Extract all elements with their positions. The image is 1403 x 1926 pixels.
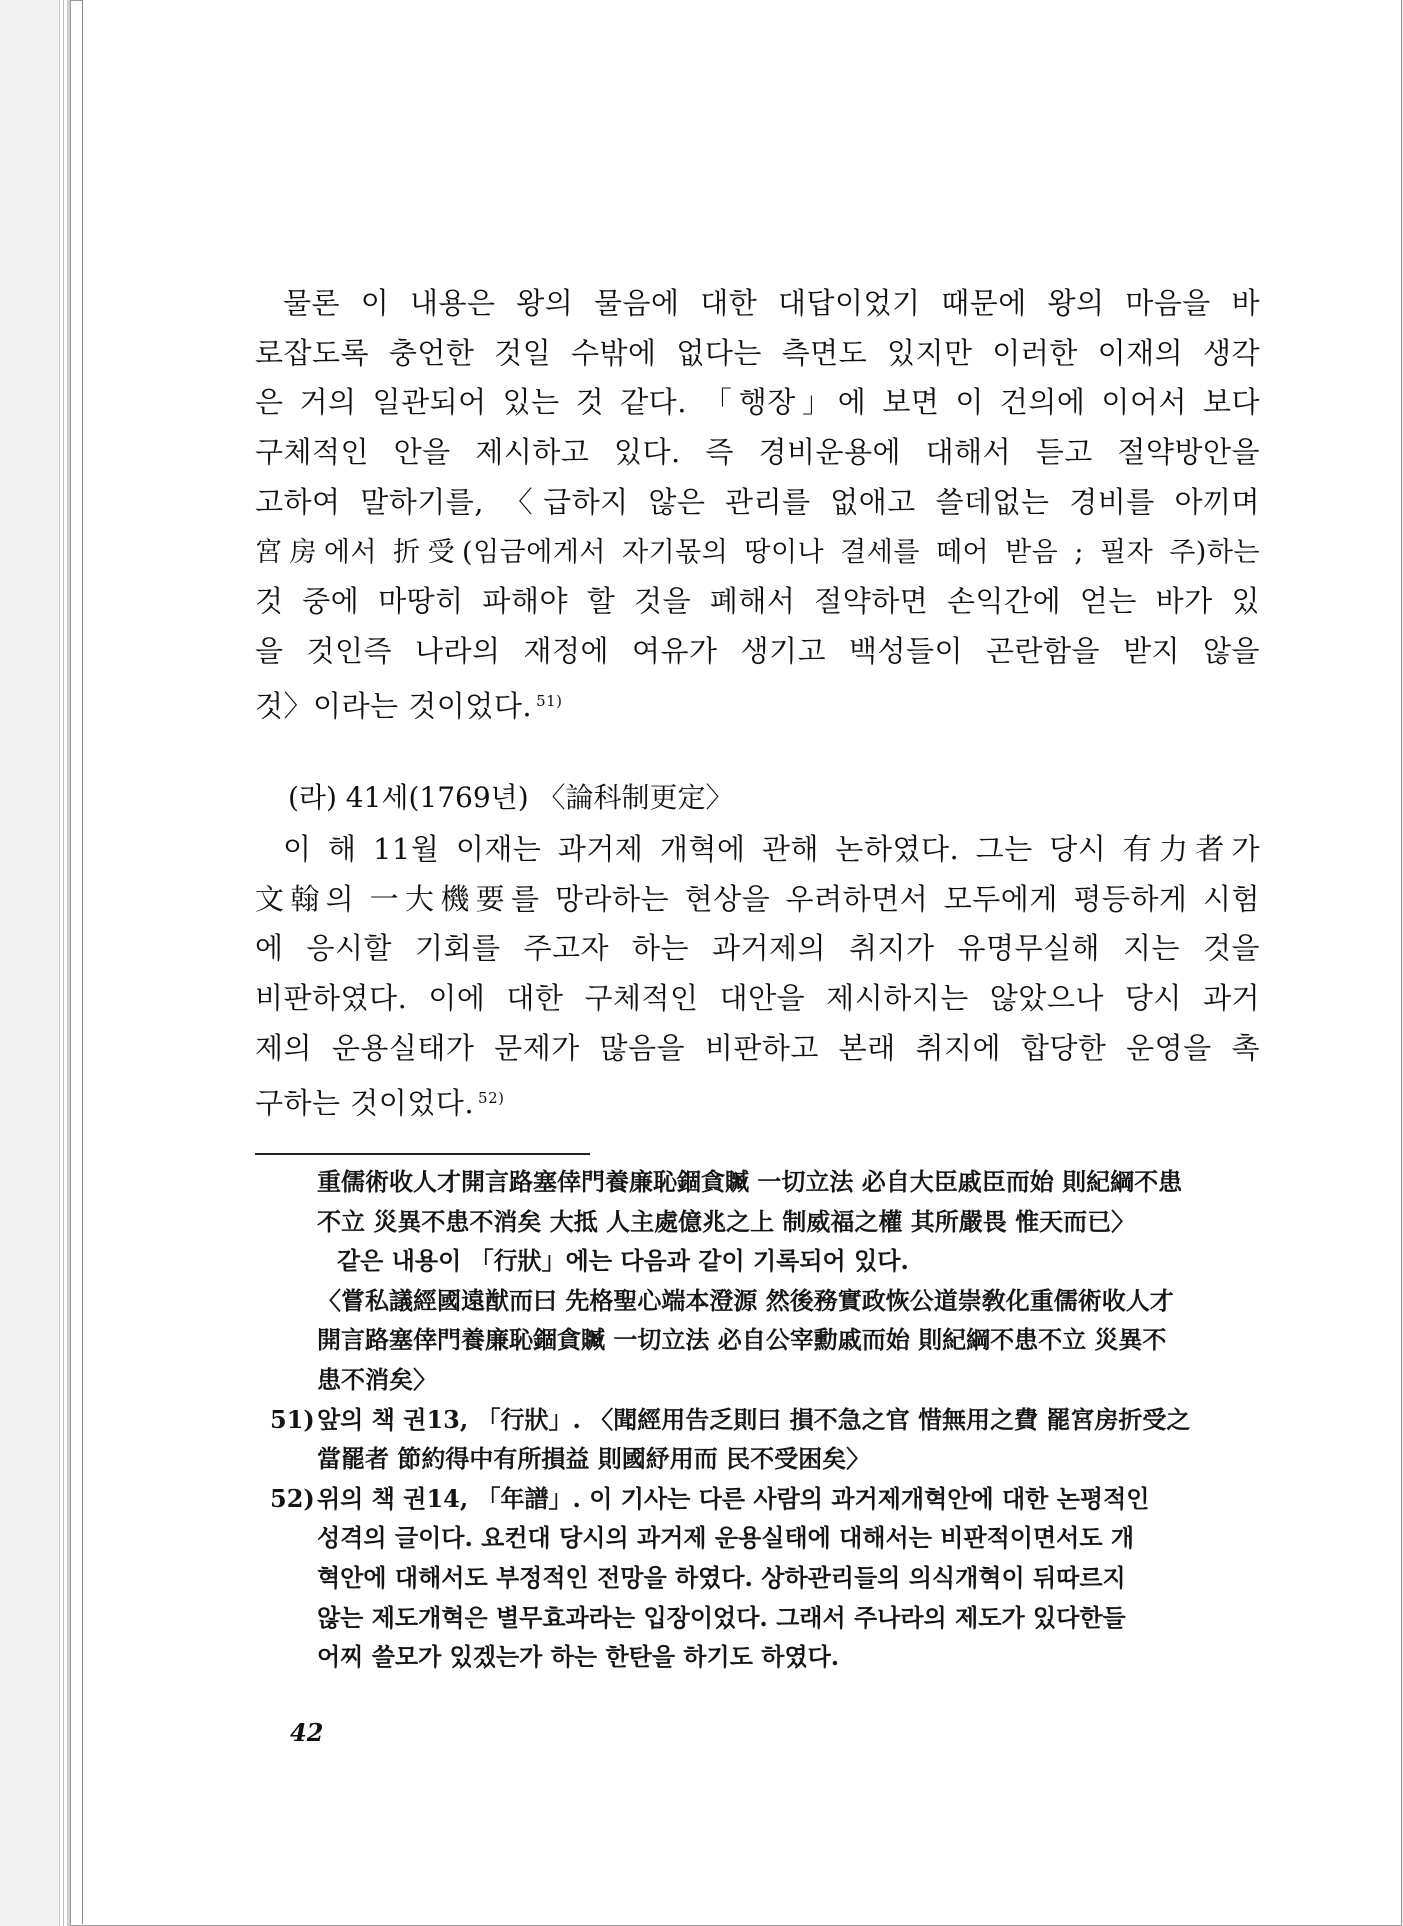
text-line-content: 구하는 것이었다. xyxy=(255,1085,475,1120)
footnote-line: 不立 災異不患不消矣 大抵 人主處億兆之上 制威福之權 其所嚴畏 惟天而已〉 xyxy=(317,1206,1136,1236)
footnote-51 xyxy=(270,1400,1260,1440)
footnote-line: 성격의 글이다. 요컨대 당시의 과거제 운용실태에 대해서는 비판적이면서도 개 xyxy=(317,1523,1135,1553)
text-line-last xyxy=(255,1074,1260,1129)
body-paragraph-1 xyxy=(255,279,1260,731)
section-heading: (라) 41세(1769년) 〈論科制更定〉 xyxy=(288,781,734,814)
footnote-divider xyxy=(255,1153,590,1155)
text-line: 것 중에 마땅히 파해야 할 것을 폐해서 절약하면 손익간에 얻는 바가 있 xyxy=(255,584,1260,619)
text-line: 제의 운용실태가 문제가 많음을 비판하고 본래 취지에 합당한 운영을 촉 xyxy=(255,1030,1260,1065)
footnote-line: 위의 책 권14, 「年譜」. 이 기사는 다른 사람의 과거제개혁안에 대한 논평적인 xyxy=(317,1483,1150,1513)
text-line-content: 것〉이라는 것이었다. xyxy=(255,688,533,723)
text-line: 비판하였다. 이에 대한 구체적인 대안을 제시하지는 않았으나 당시 과거 xyxy=(255,981,1260,1016)
text-line: 은 거의 일관되어 있는 것 같다. 「행장」에 보면 이 건의에 이어서 보다 xyxy=(255,385,1260,420)
footnote-line: 重儒術收人才開言路塞倖門養廉恥錮貪贓 一切立法 必自大臣戚臣而始 則紀綱不患 xyxy=(317,1167,1183,1196)
text-line: 에 응시할 기회를 주고자 하는 과거제의 취지가 유명무실해 지는 것을 xyxy=(255,931,1260,966)
body-paragraph-2 xyxy=(255,825,1260,1128)
text-line: 宮房에서 折受(임금에게서 자기몫의 땅이나 결세를 떼어 받음 ; 필자 주)하는 xyxy=(255,536,1260,568)
text-line: 文翰의 一大機要를 망라하는 현상을 우려하면서 모두에게 평등하게 시험 xyxy=(255,881,1260,916)
text-line-last xyxy=(255,677,1260,732)
footnote-52 xyxy=(270,1479,1260,1519)
footnote-number: 51) xyxy=(270,1404,315,1434)
footnote-line: 같은 내용이 「行狀」에는 다음과 같이 기록되어 있다. xyxy=(337,1246,909,1276)
footnote-line: 않는 제도개혁은 별무효과라는 입장이었다. 그래서 주나라의 제도가 있다한들 xyxy=(317,1602,1126,1632)
text-line: 물론 이 내용은 왕의 물음에 대한 대답이었기 때문에 왕의 마음을 바 xyxy=(283,286,1260,320)
text-line: 을 것인즉 나라의 재정에 여유가 생기고 백성들이 곤란함을 받지 않을 xyxy=(255,633,1260,668)
footnote-line: 앞의 책 권13, 「行狀」. 〈聞經用告乏則曰 損不急之官 惜無用之費 罷宮房折受之 xyxy=(317,1404,1191,1434)
text-line: 고하여 말하기를, 〈급하지 않은 관리를 없애고 쓸데없는 경비를 아끼며 xyxy=(255,484,1260,519)
footnote-ref: 51) xyxy=(536,691,563,710)
footnote-line: 〈嘗私議經國遠猷而曰 先格聖心端本澄源 然後務實政恢公道崇敎化重儒術收人才 xyxy=(317,1285,1174,1315)
footnote-line: 患不消矣〉 xyxy=(317,1364,437,1394)
footnote-line: 혁안에 대해서도 부정적인 전망을 하였다. 상하관리들의 의식개혁이 뒤따르지 xyxy=(317,1562,1126,1592)
text-line: 구체적인 안을 제시하고 있다. 즉 경비운용에 대해서 듣고 절약방안을 xyxy=(255,435,1260,470)
footnote-line: 어찌 쓸모가 있겠는가 하는 한탄을 하기도 하였다. xyxy=(317,1642,840,1672)
footnote-line: 開言路塞倖門養廉恥錮貪贓 一切立法 必自公宰勳戚而始 則紀綱不患不立 災異不 xyxy=(317,1325,1167,1355)
text-line: 로잡도록 충언한 것일 수밖에 없다는 측면도 있지만 이러한 이재의 생각 xyxy=(255,335,1260,370)
footnotes xyxy=(270,1162,1260,1677)
text-line: 이 해 11월 이재는 과거제 개혁에 관해 논하였다. 그는 당시 有力者가 xyxy=(283,832,1260,866)
page-number: 42 xyxy=(290,1718,324,1747)
footnote-line: 當罷者 節約得中有所損益 則國紓用而 民不受困矣〉 xyxy=(317,1444,871,1474)
footnote-ref: 52) xyxy=(478,1088,505,1107)
footnote-number: 52) xyxy=(270,1483,315,1513)
